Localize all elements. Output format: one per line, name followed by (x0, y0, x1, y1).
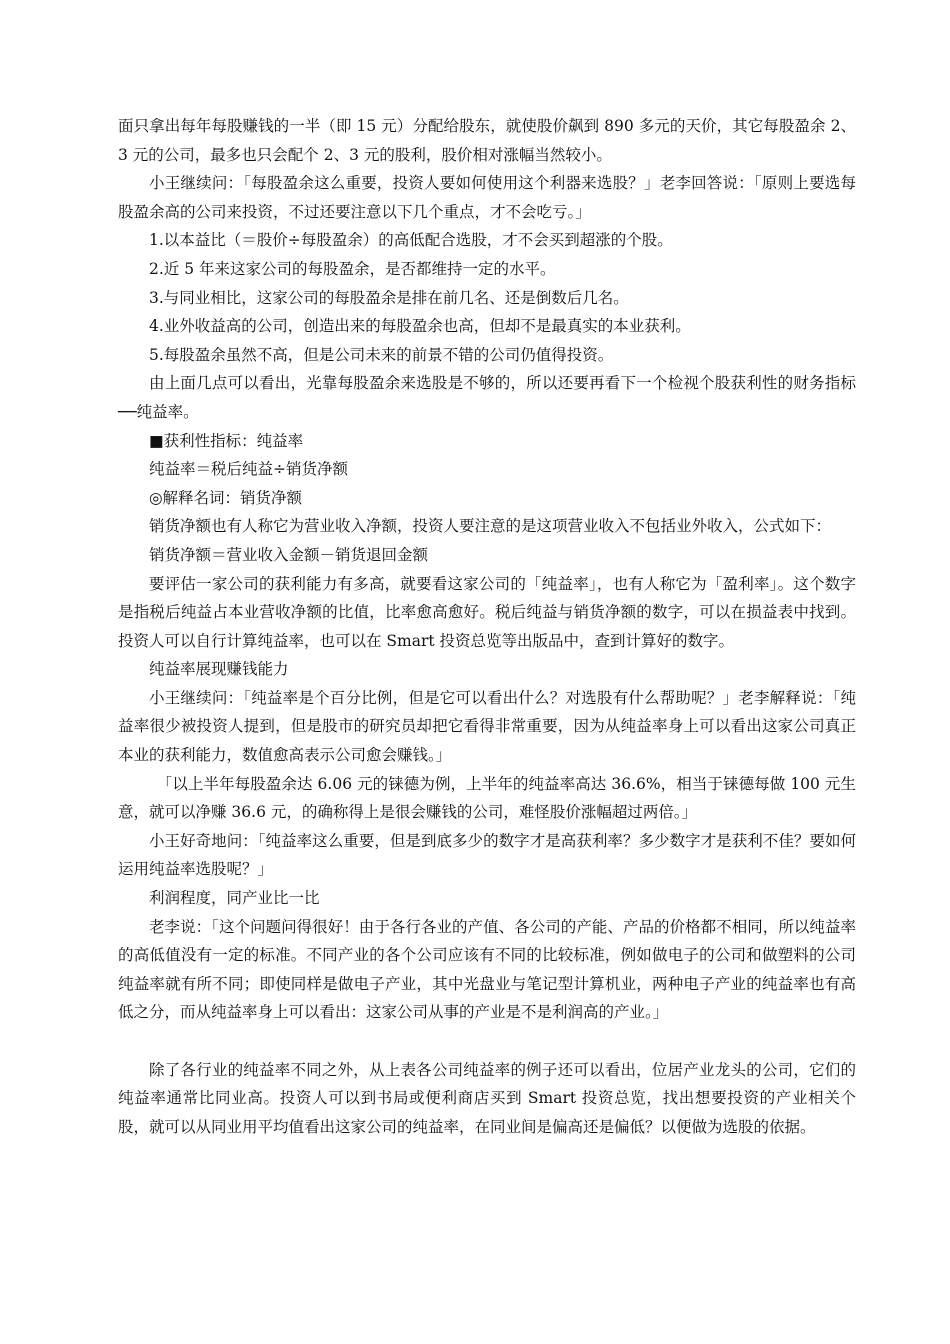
subheading-compare-industry: 利润程度，同产业比一比 (149, 889, 320, 908)
paragraph-industry-differences: 老李说：「这个问题问得很好！由于各行各业的产值、各公司的产能、产品的价格都不相同，所以纯益率的高低值没有一定的标准。不同产业的各个公司应该有不同的比较标准，例如做电子的公司和做塑料的公司纯益率就有所不同；即使同样是做电子产业，其中光盘业与笔记型计算机业，两种电子产业的纯益率也有高低之分，而从纯益率身上可以看出：这家公司从事的产业是不是利润高的产业。」 (118, 917, 856, 1022)
list-item-future-prospects: 5.每股盈余虽然不高，但是公司未来的前景不错的公司仍值得投资。 (149, 345, 614, 364)
formula-net-margin: 纯益率＝税后纯益÷销货净额 (149, 460, 348, 479)
list-item-non-operating-income: 4.业外收益高的公司，创造出来的每股盈余也高，但却不是最真实的本业获利。 (149, 317, 691, 336)
paragraph-evaluate-profitability: 要评估一家公司的获利能力有多高，就要看这家公司的「纯益率」，也有人称它为「盈利率」。这个数字是指税后纯益占本业营收净额的比值，比率愈高愈好。税后纯益与销货净额的数字，可以在损益表中找到。投资人可以自行计算纯益率，也可以在 Smart 投资总览等出版品中，查到计算好的数字。 (118, 574, 856, 650)
subheading-earning-ability: 纯益率展现赚钱能力 (149, 660, 289, 679)
formula-net-sales: 销货净额＝营业收入金额－销货退回金额 (149, 545, 429, 564)
list-item-pe-ratio: 1.以本益比（＝股价÷每股盈余）的高低配合选股，才不会买到超涨的个股。 (149, 231, 673, 250)
paragraph-question-high-margin: 小王好奇地问：「纯益率这么重要，但是到底多少的数字才是高获利率？多少数字才是获利不佳？要如何运用纯益率选股呢？」 (118, 831, 856, 879)
paragraph-net-sales-definition: 销货净额也有人称它为营业收入净额，投资人要注意的是这项营业收入不包括业外收入，公式如下： (149, 517, 832, 536)
blank-line (118, 1027, 856, 1056)
section-heading-profitability-indicator: ■获利性指标：纯益率 (149, 431, 304, 450)
glossary-heading-net-sales: ◎解释名词：销货净额 (149, 488, 303, 507)
list-item-peer-ranking: 3.与同业相比，这家公司的每股盈余是排在前几名、还是倒数后几名。 (149, 288, 629, 307)
article-body (118, 112, 856, 1141)
list-item-five-year-eps: 2.近 5 年来这家公司的每股盈余，是否都维持一定的水平。 (149, 259, 556, 278)
paragraph-example-company: 「以上半年每股盈余达 6.06 元的铼德为例，上半年的纯益率高达 36.6%，相当于铼德每做 100 元生意，就可以净赚 36.6 元，的确称得上是很会赚钱的公司，难怪股价涨幅超过两倍。」 (118, 774, 856, 822)
paragraph-dividend-payout: 面只拿出每年每股赚钱的一半（即 15 元）分配给股东，就使股价飙到 890 多元的天价，其它每股盈余 2、3 元的公司，最多也只会配个 2、3 元的股利，股价相对涨幅当然较小。 (118, 117, 856, 164)
paragraph-industry-leaders: 除了各行业的纯益率不同之外，从上表各公司纯益率的例子还可以看出，位居产业龙头的公司，它们的纯益率通常比同业高。投资人可以到书局或便利商店买到 Smart 投资总览，找出想要投资的产业相关个股，就可以从同业用平均值看出这家公司的纯益率，在同业间是偏高还是偏低？以便做为选股的依据。 (118, 1060, 856, 1136)
paragraph-question-net-margin: 小王继续问：「纯益率是个百分比例，但是它可以看出什么？对选股有什么帮助呢？」老李解释说：「纯益率很少被投资人提到，但是股市的研究员却把它看得非常重要，因为从纯益率身上可以看出这家公司真正本业的获利能力，数值愈高表示公司愈会赚钱。」 (118, 688, 856, 765)
paragraph-net-margin-intro: 由上面几点可以看出，光靠每股盈余来选股是不够的，所以还要再看下一个检视个股获利性的财务指标──纯益率。 (118, 374, 856, 421)
paragraph-question-eps-usage: 小王继续问：「每股盈余这么重要，投资人要如何使用这个利器来选股？」老李回答说：「原则上要选每股盈余高的公司来投资，不过还要注意以下几个重点，才不会吃亏。」 (118, 174, 856, 221)
